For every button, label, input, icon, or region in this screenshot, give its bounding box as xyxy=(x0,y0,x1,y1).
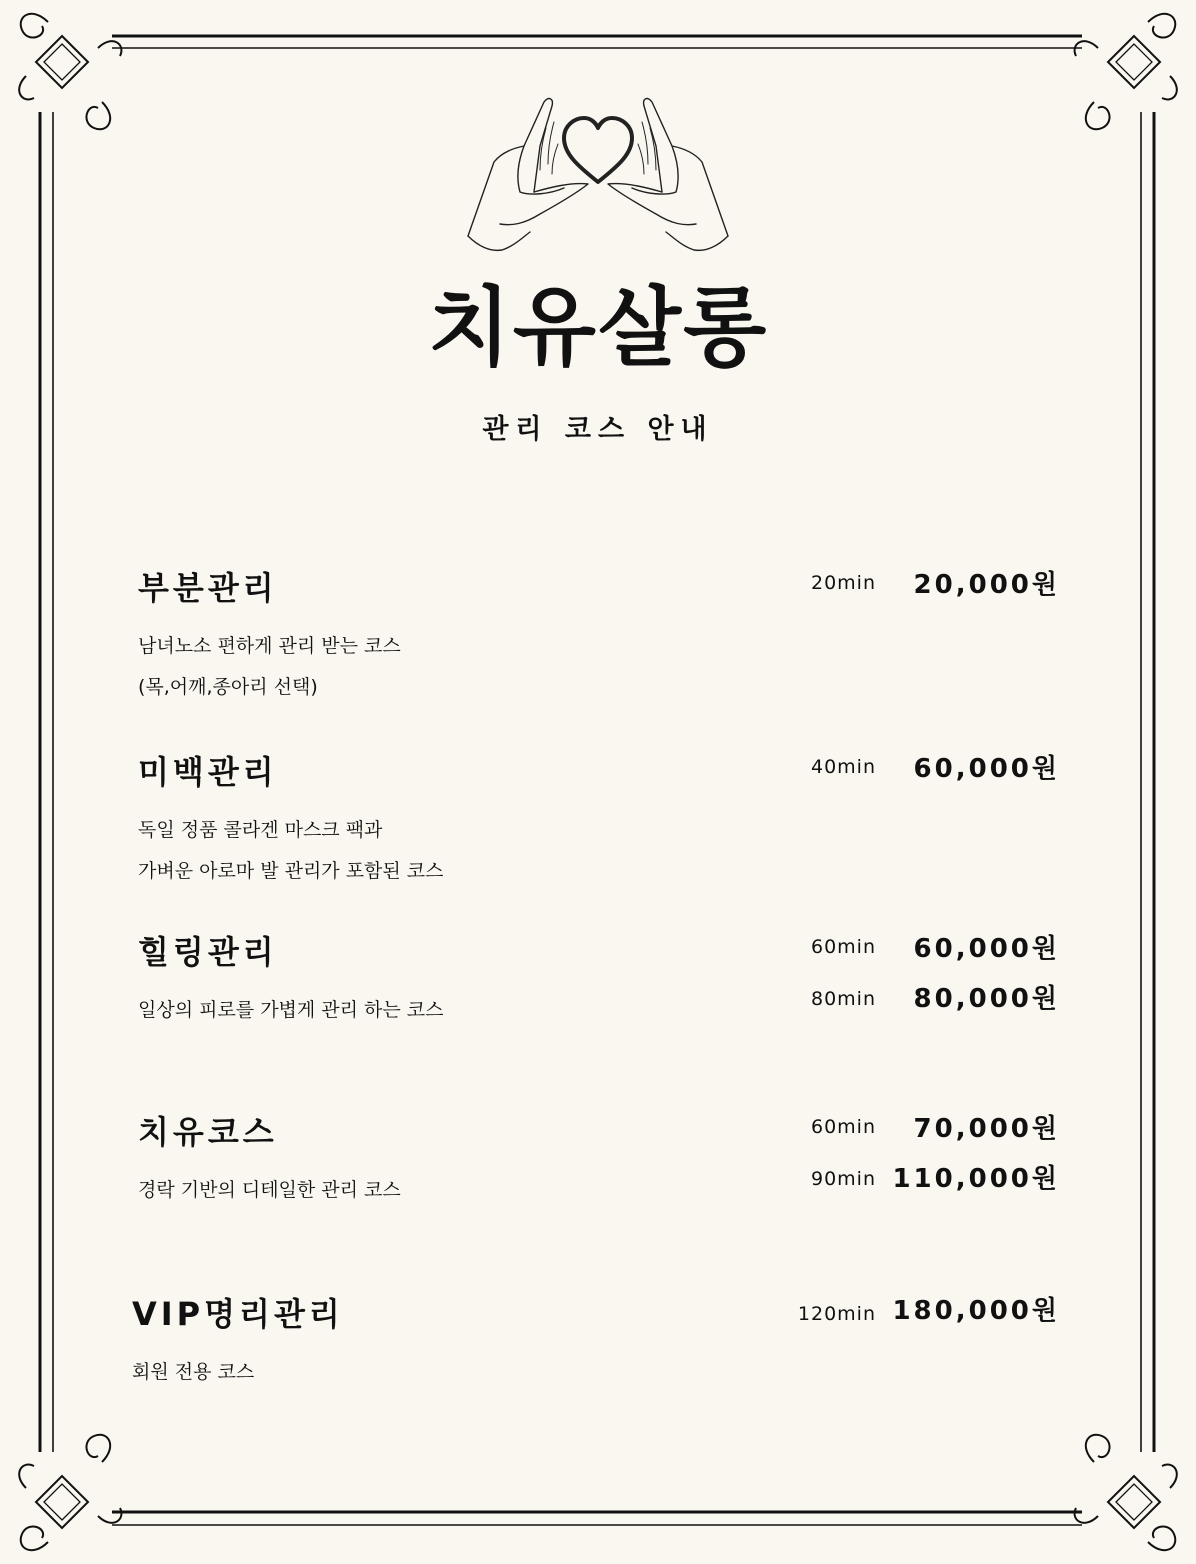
course-price: 110,000원 xyxy=(892,1164,1060,1194)
course-duration: 80min xyxy=(810,988,876,1010)
course-description: 남녀노소 편하게 관리 받는 코스 (목,어깨,종아리 선택) xyxy=(138,635,401,698)
course-price: 180,000원 xyxy=(892,1296,1060,1326)
course-description: 일상의 피로를 가볍게 관리 하는 코스 xyxy=(138,999,444,1021)
course-price: 20,000원 xyxy=(913,570,1060,600)
course-duration: 90min xyxy=(810,1168,876,1190)
course-duration: 60min xyxy=(810,1116,876,1138)
course-duration: 20min xyxy=(810,572,876,594)
course-description: 회원 전용 코스 xyxy=(132,1361,255,1383)
hands-heart-icon xyxy=(460,92,736,262)
course-name: 치유코스 xyxy=(138,1113,278,1151)
course-name: 미백관리 xyxy=(138,753,278,791)
course-duration: 120min xyxy=(797,1303,876,1325)
course-name: VIP명리관리 xyxy=(132,1295,344,1333)
course-name: 힐링관리 xyxy=(138,933,278,971)
brand-title: 치유살롱 xyxy=(427,278,769,378)
course-name: 부분관리 xyxy=(138,569,278,607)
course-price: 60,000원 xyxy=(913,754,1060,784)
course-price: 70,000원 xyxy=(913,1114,1060,1144)
course-price: 60,000원 xyxy=(913,934,1060,964)
course-duration: 40min xyxy=(810,756,876,778)
course-price: 80,000원 xyxy=(913,984,1060,1014)
course-description: 독일 정품 콜라겐 마스크 팩과 가벼운 아로마 발 관리가 포함된 코스 xyxy=(138,819,444,882)
course-description: 경락 기반의 디테일한 관리 코스 xyxy=(138,1179,401,1201)
page-subtitle: 관리 코스 안내 xyxy=(482,414,714,445)
course-duration: 60min xyxy=(810,936,876,958)
